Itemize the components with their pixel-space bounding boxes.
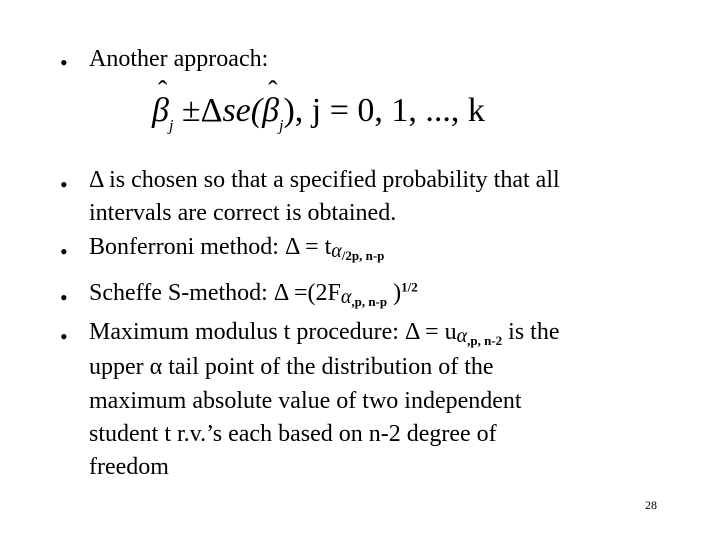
subscript: /2p, n-p bbox=[341, 247, 385, 263]
page-number: 28 bbox=[645, 498, 657, 512]
delta-symbol: Δ bbox=[200, 92, 223, 129]
bullet-text: is chosen so that a specified probability that all bbox=[103, 167, 560, 193]
bullet-another-approach bbox=[89, 46, 268, 74]
alpha-symbol: α bbox=[149, 354, 163, 380]
bullet-delta-chosen-cont bbox=[89, 200, 396, 228]
bullet-marker: • bbox=[60, 172, 68, 197]
bullet-text: student t r.v.’s each based on n-2 degree of bbox=[89, 421, 497, 447]
bullet-maximum-modulus bbox=[89, 319, 559, 349]
alpha-symbol: α bbox=[456, 325, 468, 347]
bullet-scheffe bbox=[89, 280, 418, 310]
confidence-interval-formula bbox=[152, 94, 485, 135]
bullet-text: Maximum modulus t procedure: bbox=[89, 319, 405, 345]
subscript-j: j bbox=[168, 117, 174, 135]
bullet-marker: • bbox=[60, 324, 68, 349]
bullet-text: freedom bbox=[89, 454, 169, 480]
bullet-maximum-modulus-cont bbox=[89, 354, 494, 382]
bullet-maximum-modulus-cont bbox=[89, 421, 497, 449]
bullet-marker: • bbox=[60, 50, 68, 75]
subscript: ,p, n-p bbox=[351, 293, 388, 309]
bullet-text: Bonferroni method: bbox=[89, 234, 285, 260]
bullet-maximum-modulus-cont bbox=[89, 454, 169, 482]
bullet-delta-chosen bbox=[89, 167, 560, 195]
subscript: ,p, n-2 bbox=[467, 332, 503, 348]
superscript: 1/2 bbox=[401, 279, 418, 295]
bullet-text: is the bbox=[502, 319, 560, 345]
bullet-text: =(2F bbox=[287, 280, 341, 306]
subscript-j: j bbox=[279, 117, 284, 135]
delta-symbol: Δ bbox=[89, 167, 104, 193]
index-range: ), j = 0, 1, ..., k bbox=[283, 92, 485, 129]
beta-hat-symbol: ˆ β bbox=[262, 94, 279, 128]
bullet-text: = u bbox=[419, 319, 457, 345]
bullet-text: upper bbox=[89, 354, 150, 380]
se-function: se( bbox=[222, 92, 263, 129]
bullet-text: intervals are correct is obtained. bbox=[89, 200, 397, 226]
alpha-symbol: α bbox=[331, 240, 342, 262]
bullet-text: ) bbox=[387, 280, 402, 306]
bullet-text: Scheffe S-method: bbox=[89, 280, 274, 306]
bullet-marker: • bbox=[60, 285, 68, 310]
beta-hat-symbol: ˆ β bbox=[152, 94, 169, 128]
bullet-bonferroni bbox=[89, 234, 384, 264]
plus-minus-symbol: ± bbox=[181, 92, 201, 129]
bullet-text: = t bbox=[299, 234, 332, 260]
bullet-marker: • bbox=[60, 239, 68, 264]
alpha-symbol: α bbox=[340, 286, 352, 308]
delta-symbol: Δ bbox=[273, 280, 288, 306]
bullet-text: tail point of the distribution of the bbox=[162, 354, 494, 380]
bullet-maximum-modulus-cont bbox=[89, 388, 522, 416]
bullet-text: Another approach: bbox=[89, 46, 269, 72]
delta-symbol: Δ bbox=[404, 319, 420, 345]
delta-symbol: Δ bbox=[284, 234, 300, 260]
bullet-text: maximum absolute value of two independent bbox=[89, 388, 522, 414]
